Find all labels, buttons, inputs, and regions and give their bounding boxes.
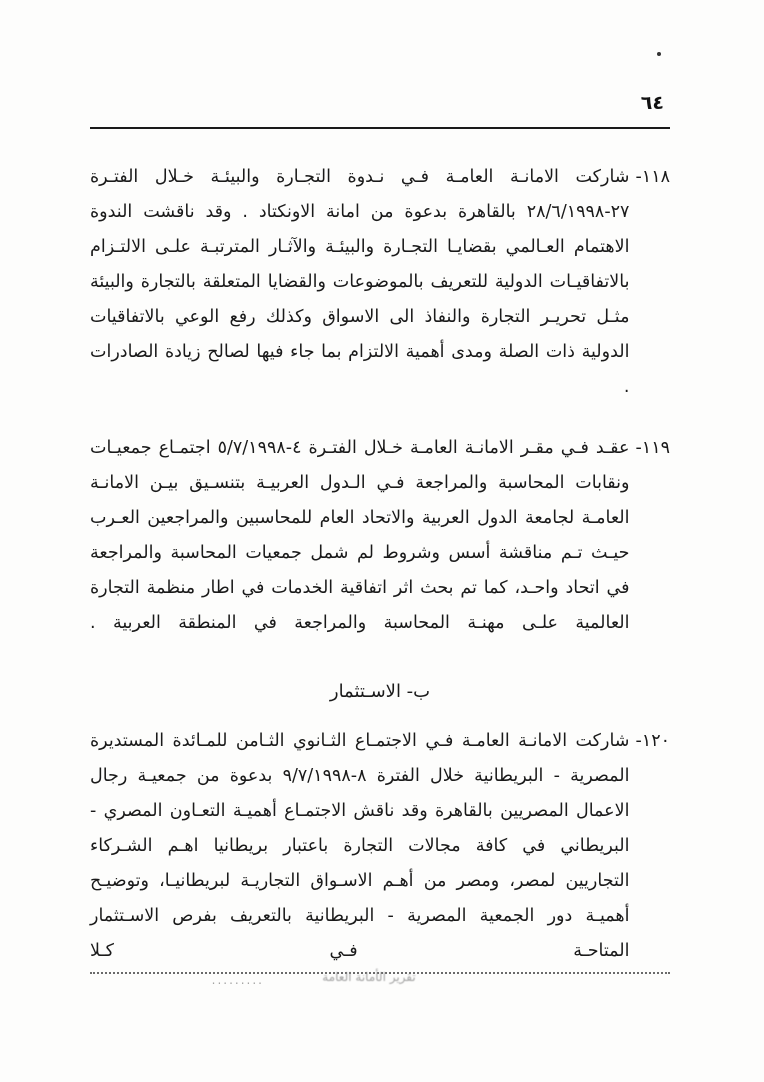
paragraph-text: عقـد فـي مقـر الامانـة العامـة خـلال الفتـرة ٤-٥/٧/١٩٩٨ اجتمـاع جمعيـات ونقابات المحاسبة والمراجعة فـي الـدول العربيـة بتنسـيق بيـن الامانـة العامـة لجامعة الدول العربية والاتحاد العام للمحاسبين والمراجعين العـرب حيـث تـم مناقشة أسس وشروط لم شمل جمعيات المحاسبة والمراجعة في اتحاد واحـد، كما تم بحث اثر اتفاقية الخدمات في اطار منظمة التجارة العالمية علـى مهنـة المحاسبة والمراجعة في المنطقة العربية . xyxy=(90,438,630,633)
paragraph-118 xyxy=(90,160,670,405)
paragraph-marker: ١١٩- xyxy=(635,438,670,458)
footer-dashes: ......... xyxy=(211,973,264,987)
document-body xyxy=(90,160,670,995)
paragraph-marker: ١١٨- xyxy=(635,167,670,187)
paragraph-119 xyxy=(90,431,670,641)
footer-note: تقرير الأمانة العامة xyxy=(322,970,416,984)
header-divider xyxy=(90,127,670,129)
page-number: ٦٤ xyxy=(640,92,664,114)
corner-mark xyxy=(657,52,661,56)
section-heading-investment: ب- الاسـتثمار xyxy=(329,681,431,702)
paragraph-marker: ١٢٠- xyxy=(635,731,670,751)
paragraph-120 xyxy=(90,724,670,969)
paragraph-text: شاركت الامانـة العامـة فـي الاجتمـاع الثـانوي الثـامن للمـائدة المستديرة المصرية - البريطانية خلال الفترة ٨-٩/٧/١٩٩٨ بدعوة من جمعيـة رجال الاعمال المصريين بالقاهرة وقد ناقش الاجتمـاع أهميـة التعـاون المصري - البريطاني في كافة مجالات التجارة باعتبار بريطانيا اهـم الشـركاء التجاريين لمصر، ومصر من أهـم الاسـواق التجاريـة لبريطانيـا، وتوضيـح أهميـة دور الجمعية المصرية - البريطانية بالتعريف بفرص الاسـتثمار المتاحـة فـي كـلا xyxy=(90,731,630,961)
paragraph-text: شاركت الامانـة العامـة فـي نـدوة التجـارة والبيئـة خـلال الفتـرة ٢٧-٢٨/٦/١٩٩٨ بالقاهرة بدعوة من امانة الاونكتاد . وقد ناقشت الندوة الاهتمام العـالمي بقضايـا التجـارة والبيئـة والآثـار المترتبـة علـى الالتـزام بالاتفاقيـات الدولية للتعريف بالموضوعات والقضايا المتعلقة بالتجارة والبيئة مثـل تحريـر التجارة والنفاذ الى الاسواق وكذلك رفع الوعي بالاتفاقيات الدولية ذات الصلة ومدى أهمية الالتزام بما جاء فيها لصالح زيادة الصادرات . xyxy=(90,167,630,397)
